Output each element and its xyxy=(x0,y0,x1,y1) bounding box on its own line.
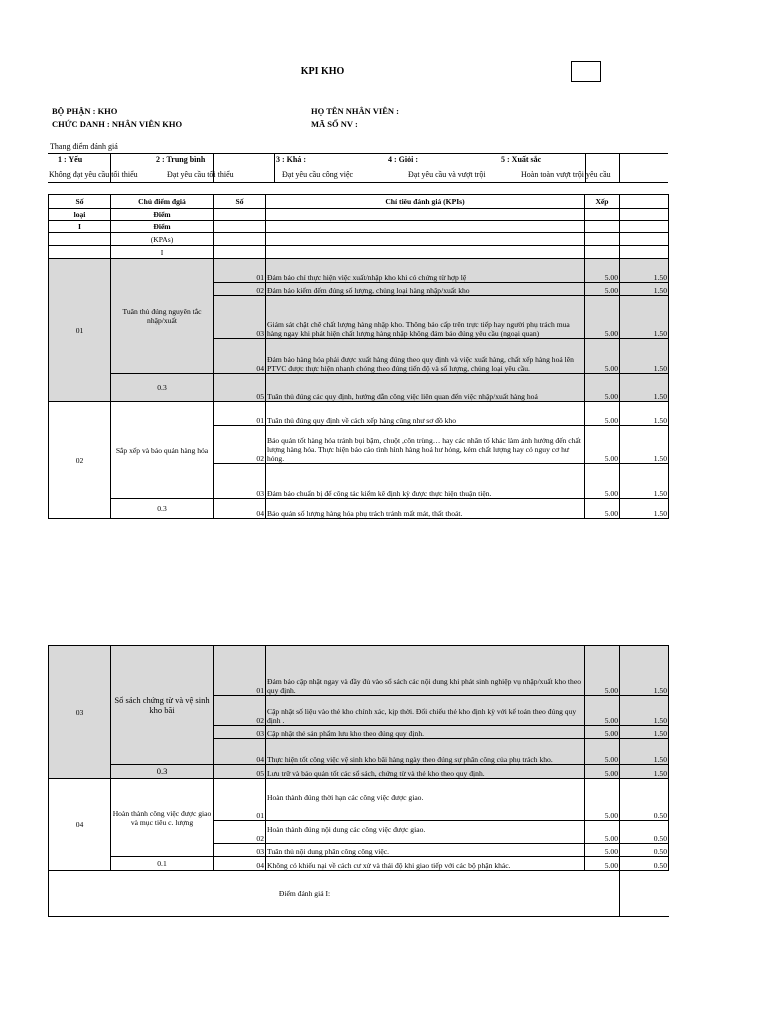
item-score: 5.00 xyxy=(585,464,620,499)
item-weighted: 1.50 xyxy=(620,739,669,765)
item-weighted: 1.50 xyxy=(620,402,669,426)
employee-id-label: MÃ SỐ NV : xyxy=(311,119,358,129)
item-score: 5.00 xyxy=(585,646,620,696)
scale-desc-1: Không đạt yêu cầu tối thiểu xyxy=(49,170,138,179)
table-row xyxy=(49,259,669,283)
total-row xyxy=(49,871,669,917)
kpi-table-upper xyxy=(48,194,669,519)
group-topic: Tuân thủ đúng nguyên tắc nhập/xuất xyxy=(111,259,214,374)
employee-name-label: HỌ TÊN NHÂN VIÊN : xyxy=(311,106,400,116)
item-score: 5.00 xyxy=(585,844,620,857)
item-number: 03 xyxy=(214,464,266,499)
item-text: Tuân thủ đúng quy định về cách xếp hàng cũng như sơ đồ kho xyxy=(266,402,585,426)
item-score: 5.00 xyxy=(585,283,620,296)
group-topic: Hoàn thành công việc được giao và mục tiêu c. lượng xyxy=(111,779,214,857)
item-score: 5.00 xyxy=(585,857,620,871)
item-weighted: 1.50 xyxy=(620,426,669,464)
header-type-number: Số xyxy=(49,195,111,209)
item-number: 01 xyxy=(214,646,266,696)
item-score: 5.00 xyxy=(585,696,620,726)
item-score: 5.00 xyxy=(585,821,620,844)
item-number: 01 xyxy=(214,779,266,821)
item-score: 5.00 xyxy=(585,499,620,519)
header-roman-i: I xyxy=(111,246,214,259)
scale-level-2: 2 : Trung bình xyxy=(156,155,206,164)
group-topic: Sổ sách chứng từ và vệ sinh kho bãi xyxy=(111,646,214,765)
item-number: 05 xyxy=(214,374,266,402)
department-label: BỘ PHẬN : KHO xyxy=(52,106,118,116)
page-title: KPI KHO xyxy=(300,66,345,77)
table-row xyxy=(49,499,669,519)
item-text: Tuân thủ nội dung phân công công việc. xyxy=(266,844,585,857)
item-score: 5.00 xyxy=(585,765,620,779)
header-number: Số xyxy=(214,195,266,209)
item-weighted: 1.50 xyxy=(620,464,669,499)
item-number: 02 xyxy=(214,283,266,296)
item-weighted: 0.50 xyxy=(620,779,669,821)
item-text: Không có khiếu nại về cách cư xử và thái độ khi giao tiếp với các bộ phận khác. xyxy=(266,857,585,871)
item-weighted: 1.50 xyxy=(620,259,669,283)
scale-level-4: 4 : Giỏi : xyxy=(388,155,418,164)
item-number: 02 xyxy=(214,426,266,464)
item-score: 5.00 xyxy=(585,259,620,283)
scale-desc-4: Đạt yêu cầu và vượt trội xyxy=(408,170,486,179)
header-points-1: Điểm xyxy=(111,209,214,221)
item-score: 5.00 xyxy=(585,779,620,821)
table-row xyxy=(49,646,669,696)
item-text: Giám sát chặt chẽ chất lượng hàng nhập kho. Thông báo cấp trên trực tiếp hay người phụ trách mua hàng ngay khi phát hiện chất lượng hàng nhập không đảm bảo đúng yêu cầu (ngoại quan) xyxy=(266,296,585,339)
position-label: CHỨC DANH : NHÂN VIÊN KHO xyxy=(52,119,183,129)
kpi-table-lower xyxy=(48,645,669,917)
item-text: Đảm bảo chỉ thực hiện việc xuất/nhập kho khi có chứng từ hợp lệ xyxy=(266,259,585,283)
item-score: 5.00 xyxy=(585,402,620,426)
group-number: 02 xyxy=(49,402,111,519)
item-score: 5.00 xyxy=(585,426,620,464)
item-text: Bảo quản số lượng hàng hóa phụ trách tránh mất mát, thất thoát. xyxy=(266,499,585,519)
item-text: Đảm bảo chuẩn bị để công tác kiểm kê định kỳ được thực hiện thuận tiện. xyxy=(266,464,585,499)
item-text: Hoàn thành đúng nội dung các công việc được giao. xyxy=(266,821,585,844)
header-rank: Xếp xyxy=(585,195,620,209)
group-number: 01 xyxy=(49,259,111,402)
item-weighted: 1.50 xyxy=(620,296,669,339)
item-text: Đảm bảo kiểm đếm đúng số lượng, chủng loại hàng nhập/xuất kho xyxy=(266,283,585,296)
scale-desc-5: Hoàn toàn vượt trội yêu cầu xyxy=(521,170,611,179)
scale-desc-3: Đạt yêu cầu công việc xyxy=(282,170,354,179)
blank-box xyxy=(571,61,601,82)
table-row xyxy=(49,374,669,402)
item-weighted: 1.50 xyxy=(620,646,669,696)
item-weighted: 1.50 xyxy=(620,765,669,779)
table-row xyxy=(49,779,669,821)
item-weighted: 1.50 xyxy=(620,696,669,726)
table-row xyxy=(49,857,669,871)
rating-scale xyxy=(48,153,668,183)
item-score: 5.00 xyxy=(585,726,620,739)
item-number: 04 xyxy=(214,739,266,765)
group-topic: Sắp xếp và bảo quản hàng hóa xyxy=(111,402,214,499)
group-weight: 0.1 xyxy=(111,857,214,871)
item-text: Hoàn thành đúng thời hạn các công việc được giao. xyxy=(266,779,585,821)
scale-level-5: 5 : Xuất sắc xyxy=(501,155,542,164)
table-row xyxy=(49,765,669,779)
item-weighted: 1.50 xyxy=(620,283,669,296)
item-text: Cập nhật thẻ sản phẩm lưu kho theo đúng quy định. xyxy=(266,726,585,739)
group-weight: 0.3 xyxy=(111,499,214,519)
item-score: 5.00 xyxy=(585,739,620,765)
item-text: Tuân thủ đúng các quy định, hướng dẫn công việc liên quan đến việc nhập/xuất hàng hoá xyxy=(266,374,585,402)
item-number: 05 xyxy=(214,765,266,779)
item-text: Đảm bảo hàng hóa phải được xuất hàng đúng theo quy định và việc xuất hàng, chất xếp hàng hoá lên PTVC được thực hiện nhanh chóng theo đúng tiến độ và số lượng, chủng loại yêu cầu. xyxy=(266,339,585,374)
item-number: 03 xyxy=(214,726,266,739)
item-number: 02 xyxy=(214,696,266,726)
item-score: 5.00 xyxy=(585,374,620,402)
item-score: 5.00 xyxy=(585,339,620,374)
header-kpis: Chỉ tiêu đánh giá (KPIs) xyxy=(266,195,585,209)
header-topic: Chủ điểm đgiá xyxy=(111,195,214,209)
group-weight: 0.3 xyxy=(111,374,214,402)
item-text: Thực hiện tốt công việc vệ sinh kho bãi hàng ngày theo đúng sự phân công của phụ trách kho. xyxy=(266,739,585,765)
scale-level-1: 1 : Yếu xyxy=(58,155,83,164)
item-weighted: 0.50 xyxy=(620,844,669,857)
header-type-label: loại xyxy=(49,209,111,221)
item-number: 03 xyxy=(214,296,266,339)
group-number: 04 xyxy=(49,779,111,871)
item-number: 03 xyxy=(214,844,266,857)
item-text: Đảm bảo cập nhật ngay và đầy đủ vào sổ sách các nội dung khi phát sinh nghiệp vụ nhập/xuất kho theo quy định. xyxy=(266,646,585,696)
item-text: Cập nhật số liệu vào thẻ kho chính xác, kịp thời. Đối chiếu thẻ kho định kỳ với kế toán theo đúng quy định . xyxy=(266,696,585,726)
header-points-2: Điểm xyxy=(111,221,214,233)
item-weighted: 1.50 xyxy=(620,726,669,739)
scale-label: Thang điểm đánh giá xyxy=(50,142,118,151)
item-score: 5.00 xyxy=(585,296,620,339)
header-kpas: (KPAs) xyxy=(111,233,214,246)
group-number: 03 xyxy=(49,646,111,779)
scale-desc-2: Đạt yêu cầu tối thiểu xyxy=(167,170,234,179)
item-weighted: 0.50 xyxy=(620,857,669,871)
header-type-roman: I xyxy=(49,221,111,233)
item-number: 04 xyxy=(214,339,266,374)
item-number: 04 xyxy=(214,857,266,871)
item-weighted: 1.50 xyxy=(620,374,669,402)
item-weighted: 1.50 xyxy=(620,499,669,519)
item-number: 02 xyxy=(214,821,266,844)
item-number: 01 xyxy=(214,402,266,426)
total-label: Điểm đánh giá I: xyxy=(49,871,620,917)
item-text: Lưu trữ và bảo quản tốt các sổ sách, chứng từ và thẻ kho theo quy định. xyxy=(266,765,585,779)
item-weighted: 0.50 xyxy=(620,821,669,844)
table-row xyxy=(49,402,669,426)
group-weight: 0.3 xyxy=(111,765,214,779)
item-weighted: 1.50 xyxy=(620,339,669,374)
item-text: Bảo quản tốt hàng hóa tránh bụi bặm, chuột ,côn trùng… hay các nhân tố khác làm ảnh hưởng đến chất lượng hàng hóa. Thực hiện báo cáo tình hình hàng hoá hư hỏng, kém chất lượng hay có nguy cơ hư hỏng. xyxy=(266,426,585,464)
item-number: 01 xyxy=(214,259,266,283)
scale-level-3: 3 : Khá : xyxy=(276,155,306,164)
item-number: 04 xyxy=(214,499,266,519)
